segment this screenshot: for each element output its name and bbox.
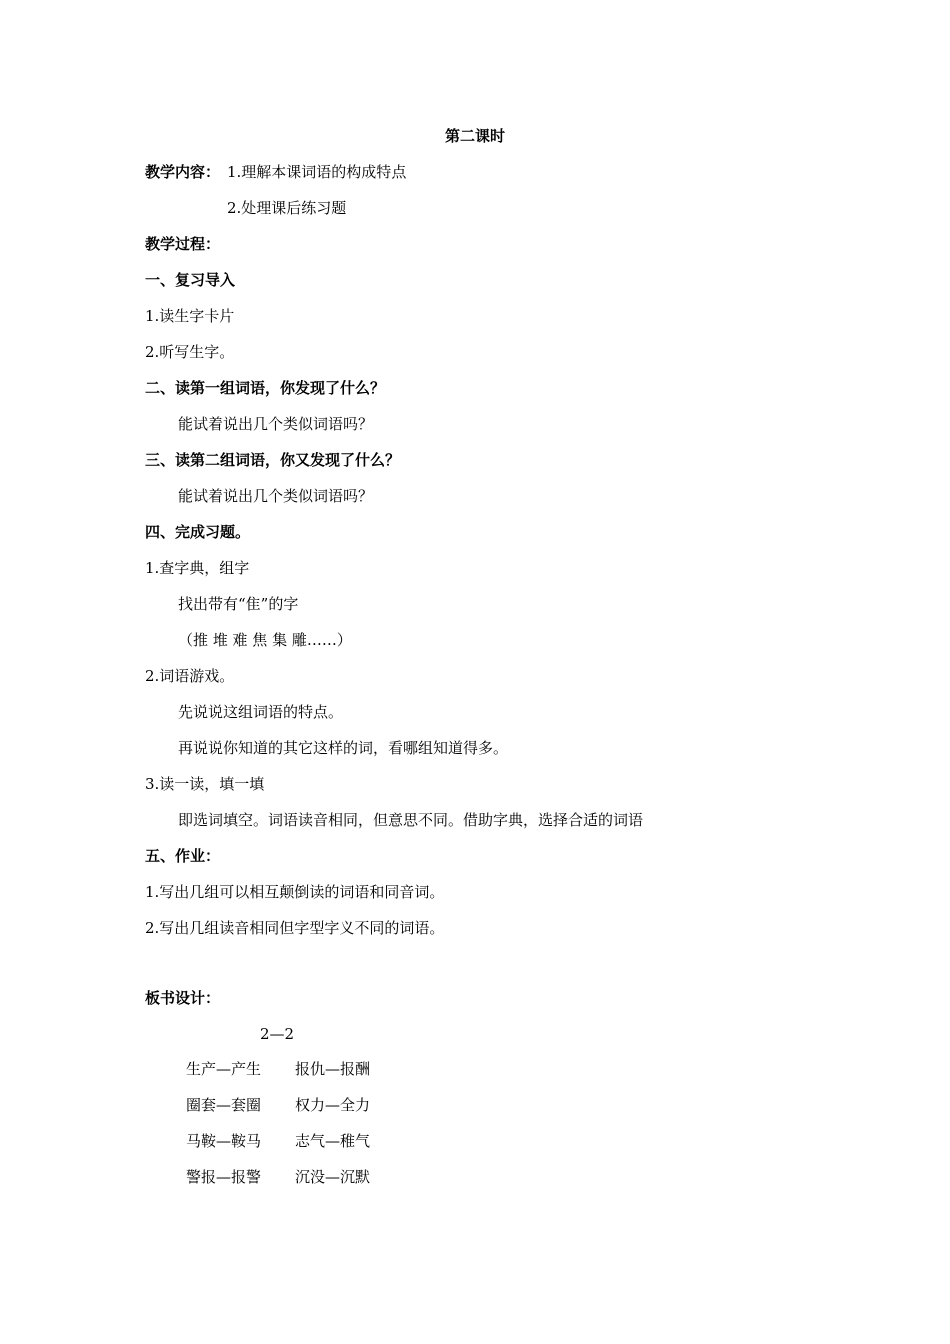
paragraph: （推 堆 难 焦 集 雕……）	[178, 631, 352, 649]
paragraph: 即选词填空。词语读音相同，但意思不同。借助字典，选择合适的词语	[178, 811, 644, 829]
process-label: 教学过程：	[145, 235, 221, 253]
section-heading: 五、作业：	[145, 847, 221, 865]
section-heading: 四、完成习题。	[145, 523, 251, 541]
board-cell: 权力—全力	[295, 1096, 371, 1114]
board-cell: 沉没—沉默	[295, 1168, 371, 1186]
list-item: 1.读生字卡片	[145, 307, 235, 325]
board-cell: 圈套—套圈	[186, 1096, 262, 1114]
board-cell: 报仇—报酬	[295, 1060, 371, 1078]
paragraph: 能试着说出几个类似词语吗？	[178, 487, 374, 505]
paragraph: 再说说你知道的其它这样的词，看哪组知道得多。	[178, 739, 509, 757]
list-item: 3.读一读，填一填	[145, 775, 265, 793]
list-item: 2.词语游戏。	[145, 667, 235, 685]
section-heading: 二、读第一组词语，你发现了什么？	[145, 379, 386, 397]
board-cell: 马鞍—鞍马	[186, 1132, 262, 1150]
board-cell: 警报—报警	[186, 1168, 262, 1186]
content-item: 1.理解本课词语的构成特点	[227, 163, 407, 181]
paragraph: 先说说这组词语的特点。	[178, 703, 344, 721]
board-cell: 生产—产生	[186, 1060, 262, 1078]
list-item: 2.写出几组读音相同但字型字义不同的词语。	[145, 919, 445, 937]
list-item: 1.写出几组可以相互颠倒读的词语和同音词。	[145, 883, 445, 901]
board-title: 2—2	[260, 1025, 295, 1043]
content-item: 2.处理课后练习题	[227, 199, 347, 217]
paragraph: 能试着说出几个类似词语吗？	[178, 415, 374, 433]
page-title: 第二课时	[444, 127, 505, 145]
paragraph: 找出带有“隹”的字	[178, 595, 299, 613]
list-item: 1.查字典，组字	[145, 559, 250, 577]
board-cell: 志气—稚气	[295, 1132, 371, 1150]
board-label: 板书设计：	[145, 989, 221, 1007]
list-item: 2.听写生字。	[145, 343, 235, 361]
section-heading: 三、读第二组词语，你又发现了什么？	[145, 451, 401, 469]
content-label: 教学内容：	[145, 163, 221, 181]
section-heading: 一、复习导入	[145, 271, 236, 289]
